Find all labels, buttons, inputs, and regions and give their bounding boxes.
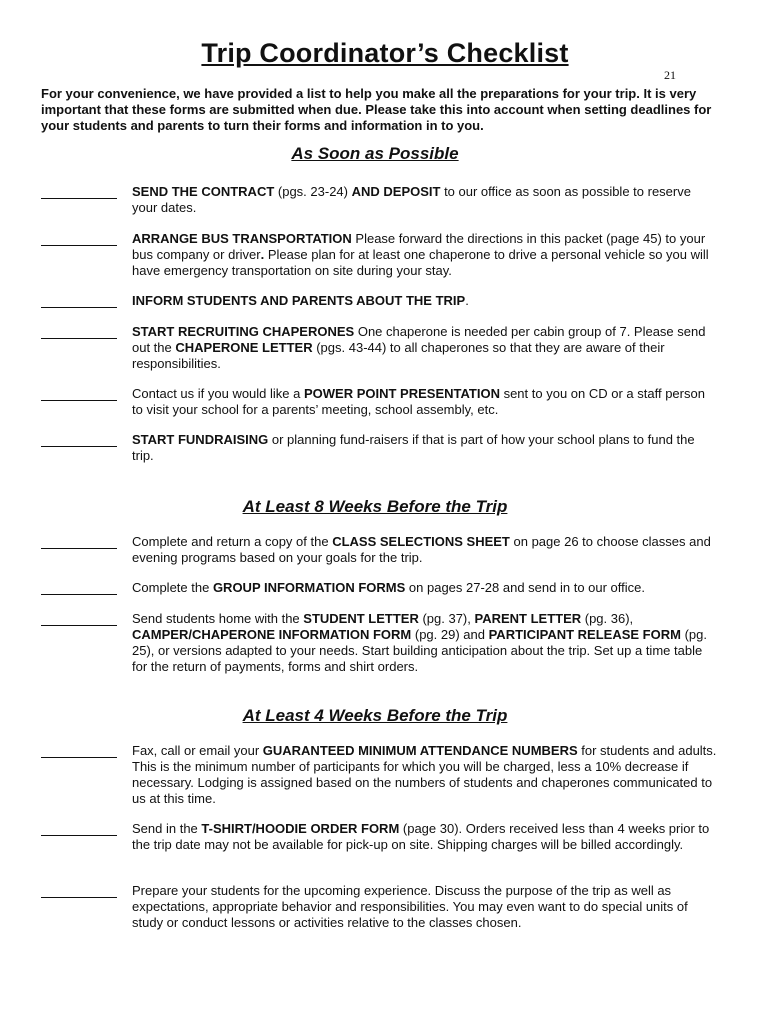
item-text: or planning fund-raisers if that is part of how your school plans to fund the trip. xyxy=(132,432,695,463)
emphasized-text: START RECRUITING CHAPERONES xyxy=(132,324,355,339)
checkbox-blank-line[interactable] xyxy=(41,293,117,308)
checkbox-blank-line[interactable] xyxy=(41,883,117,898)
section-heading-asap: As Soon as Possible xyxy=(291,144,459,163)
item-text: (pg. 29) and xyxy=(411,627,489,642)
checklist-item-text xyxy=(132,324,718,372)
checkbox-blank-line[interactable] xyxy=(41,580,117,595)
item-text: . xyxy=(465,293,469,308)
item-text: Send students home with the xyxy=(132,611,304,626)
item-text: Complete the xyxy=(132,580,213,595)
item-text: Send in the xyxy=(132,821,202,836)
checklist-item-text xyxy=(132,184,718,216)
item-text: (pgs. 43-44) to all chaperones so that they are aware of their responsibilities. xyxy=(132,340,665,371)
checkbox-blank-line[interactable] xyxy=(41,611,117,626)
checklist-item-text xyxy=(132,386,718,418)
emphasized-text: PARENT LETTER xyxy=(474,611,582,626)
item-text: on page 26 to choose classes and evening programs based on your goals for the trip. xyxy=(132,534,711,565)
checklist-item-text xyxy=(132,821,718,853)
item-text: One chaperone is needed per cabin group of 7. Please send out the xyxy=(132,324,706,355)
checklist-item-text xyxy=(132,432,718,464)
emphasized-text: . xyxy=(260,247,265,262)
item-text: Complete and return a copy of the xyxy=(132,534,333,549)
emphasized-text: AND DEPOSIT xyxy=(351,184,441,199)
item-text: Please plan for at least one chaperone to drive a personal vehicle so you will have emergency transportation on site during your stay. xyxy=(132,247,709,278)
emphasized-text: INFORM STUDENTS AND PARENTS ABOUT THE TRIP xyxy=(132,293,466,308)
item-text: (pg. 37), xyxy=(418,611,475,626)
item-text: Prepare your students for the upcoming experience. Discuss the purpose of the trip as well as expectations, appropriate behavior and responsibilities. You may even want to do special units of study or conduct lessons or activities relative to the classes chosen. xyxy=(132,883,688,930)
item-text: (page 30). Orders received less than 4 weeks prior to the trip date may not be available for pick-up on site. Shipping charges will be billed accordingly. xyxy=(132,821,710,852)
checklist-item-text xyxy=(132,534,718,566)
emphasized-text: PARTICIPANT RELEASE FORM xyxy=(488,627,681,642)
checkbox-blank-line[interactable] xyxy=(41,324,117,339)
emphasized-text: CLASS SELECTIONS SHEET xyxy=(332,534,510,549)
page-title: Trip Coordinator’s Checklist xyxy=(201,38,569,68)
intro-paragraph: For your convenience, we have provided a list to help you make all the preparations for your trip. It is very important that these forms are submitted when due. Please take this into account when setting deadlines for your students and parents to turn their forms and information in to you. xyxy=(41,86,712,133)
checklist-item-text xyxy=(132,293,718,309)
item-text: (pgs. 23-24) xyxy=(274,184,352,199)
item-text: sent to you on CD or a staff person to visit your school for a parents’ meeting, school assembly, etc. xyxy=(132,386,705,417)
item-text: for students and adults. This is the minimum number of participants for which you will be charged, less a 10% decrease if necessary. Lodging is assigned based on the numbers of students and chaperones communicated to us at this time. xyxy=(132,743,717,806)
item-text: Fax, call or email your xyxy=(132,743,263,758)
checklist-item-text xyxy=(132,611,718,675)
checklist-item-text xyxy=(132,580,718,596)
emphasized-text: ARRANGE BUS TRANSPORTATION xyxy=(132,231,352,246)
checklist-item-text xyxy=(132,743,718,807)
emphasized-text: POWER POINT PRESENTATION xyxy=(303,386,500,401)
checkbox-blank-line[interactable] xyxy=(41,184,117,199)
section-heading-8-weeks: At Least 8 Weeks Before the Trip xyxy=(242,497,508,516)
item-text: (pg. 25), or versions adapted to your needs. Start building anticipation about the trip. Set up a time table for the return of payments, forms and shirt orders. xyxy=(132,627,707,674)
emphasized-text: STUDENT LETTER xyxy=(303,611,419,626)
checkbox-blank-line[interactable] xyxy=(41,386,117,401)
checklist-item-text xyxy=(132,231,718,279)
checklist-item-text xyxy=(132,883,718,931)
checkbox-blank-line[interactable] xyxy=(41,743,117,758)
emphasized-text: SEND THE CONTRACT xyxy=(132,184,275,199)
emphasized-text: T-SHIRT/HOODIE ORDER FORM xyxy=(201,821,400,836)
checkbox-blank-line[interactable] xyxy=(41,432,117,447)
checkbox-blank-line[interactable] xyxy=(41,821,117,836)
checkbox-blank-line[interactable] xyxy=(41,534,117,549)
item-text: Contact us if you would like a xyxy=(132,386,304,401)
emphasized-text: CHAPERONE LETTER xyxy=(175,340,313,355)
section-heading-4-weeks: At Least 4 Weeks Before the Trip xyxy=(242,706,508,725)
emphasized-text: START FUNDRAISING xyxy=(132,432,269,447)
emphasized-text: GROUP INFORMATION FORMS xyxy=(212,580,406,595)
emphasized-text: GUARANTEED MINIMUM ATTENDANCE NUMBERS xyxy=(262,743,578,758)
checkbox-blank-line[interactable] xyxy=(41,231,117,246)
item-text: (pg. 36), xyxy=(581,611,634,626)
emphasized-text: CAMPER/CHAPERONE INFORMATION FORM xyxy=(132,627,412,642)
item-text: Please forward the directions in this packet (page 45) to your bus company or driver xyxy=(132,231,706,262)
item-text: to our office as soon as possible to reserve your dates. xyxy=(132,184,691,215)
page-number: 21 xyxy=(664,68,676,82)
item-text: on pages 27-28 and send in to our office. xyxy=(405,580,646,595)
